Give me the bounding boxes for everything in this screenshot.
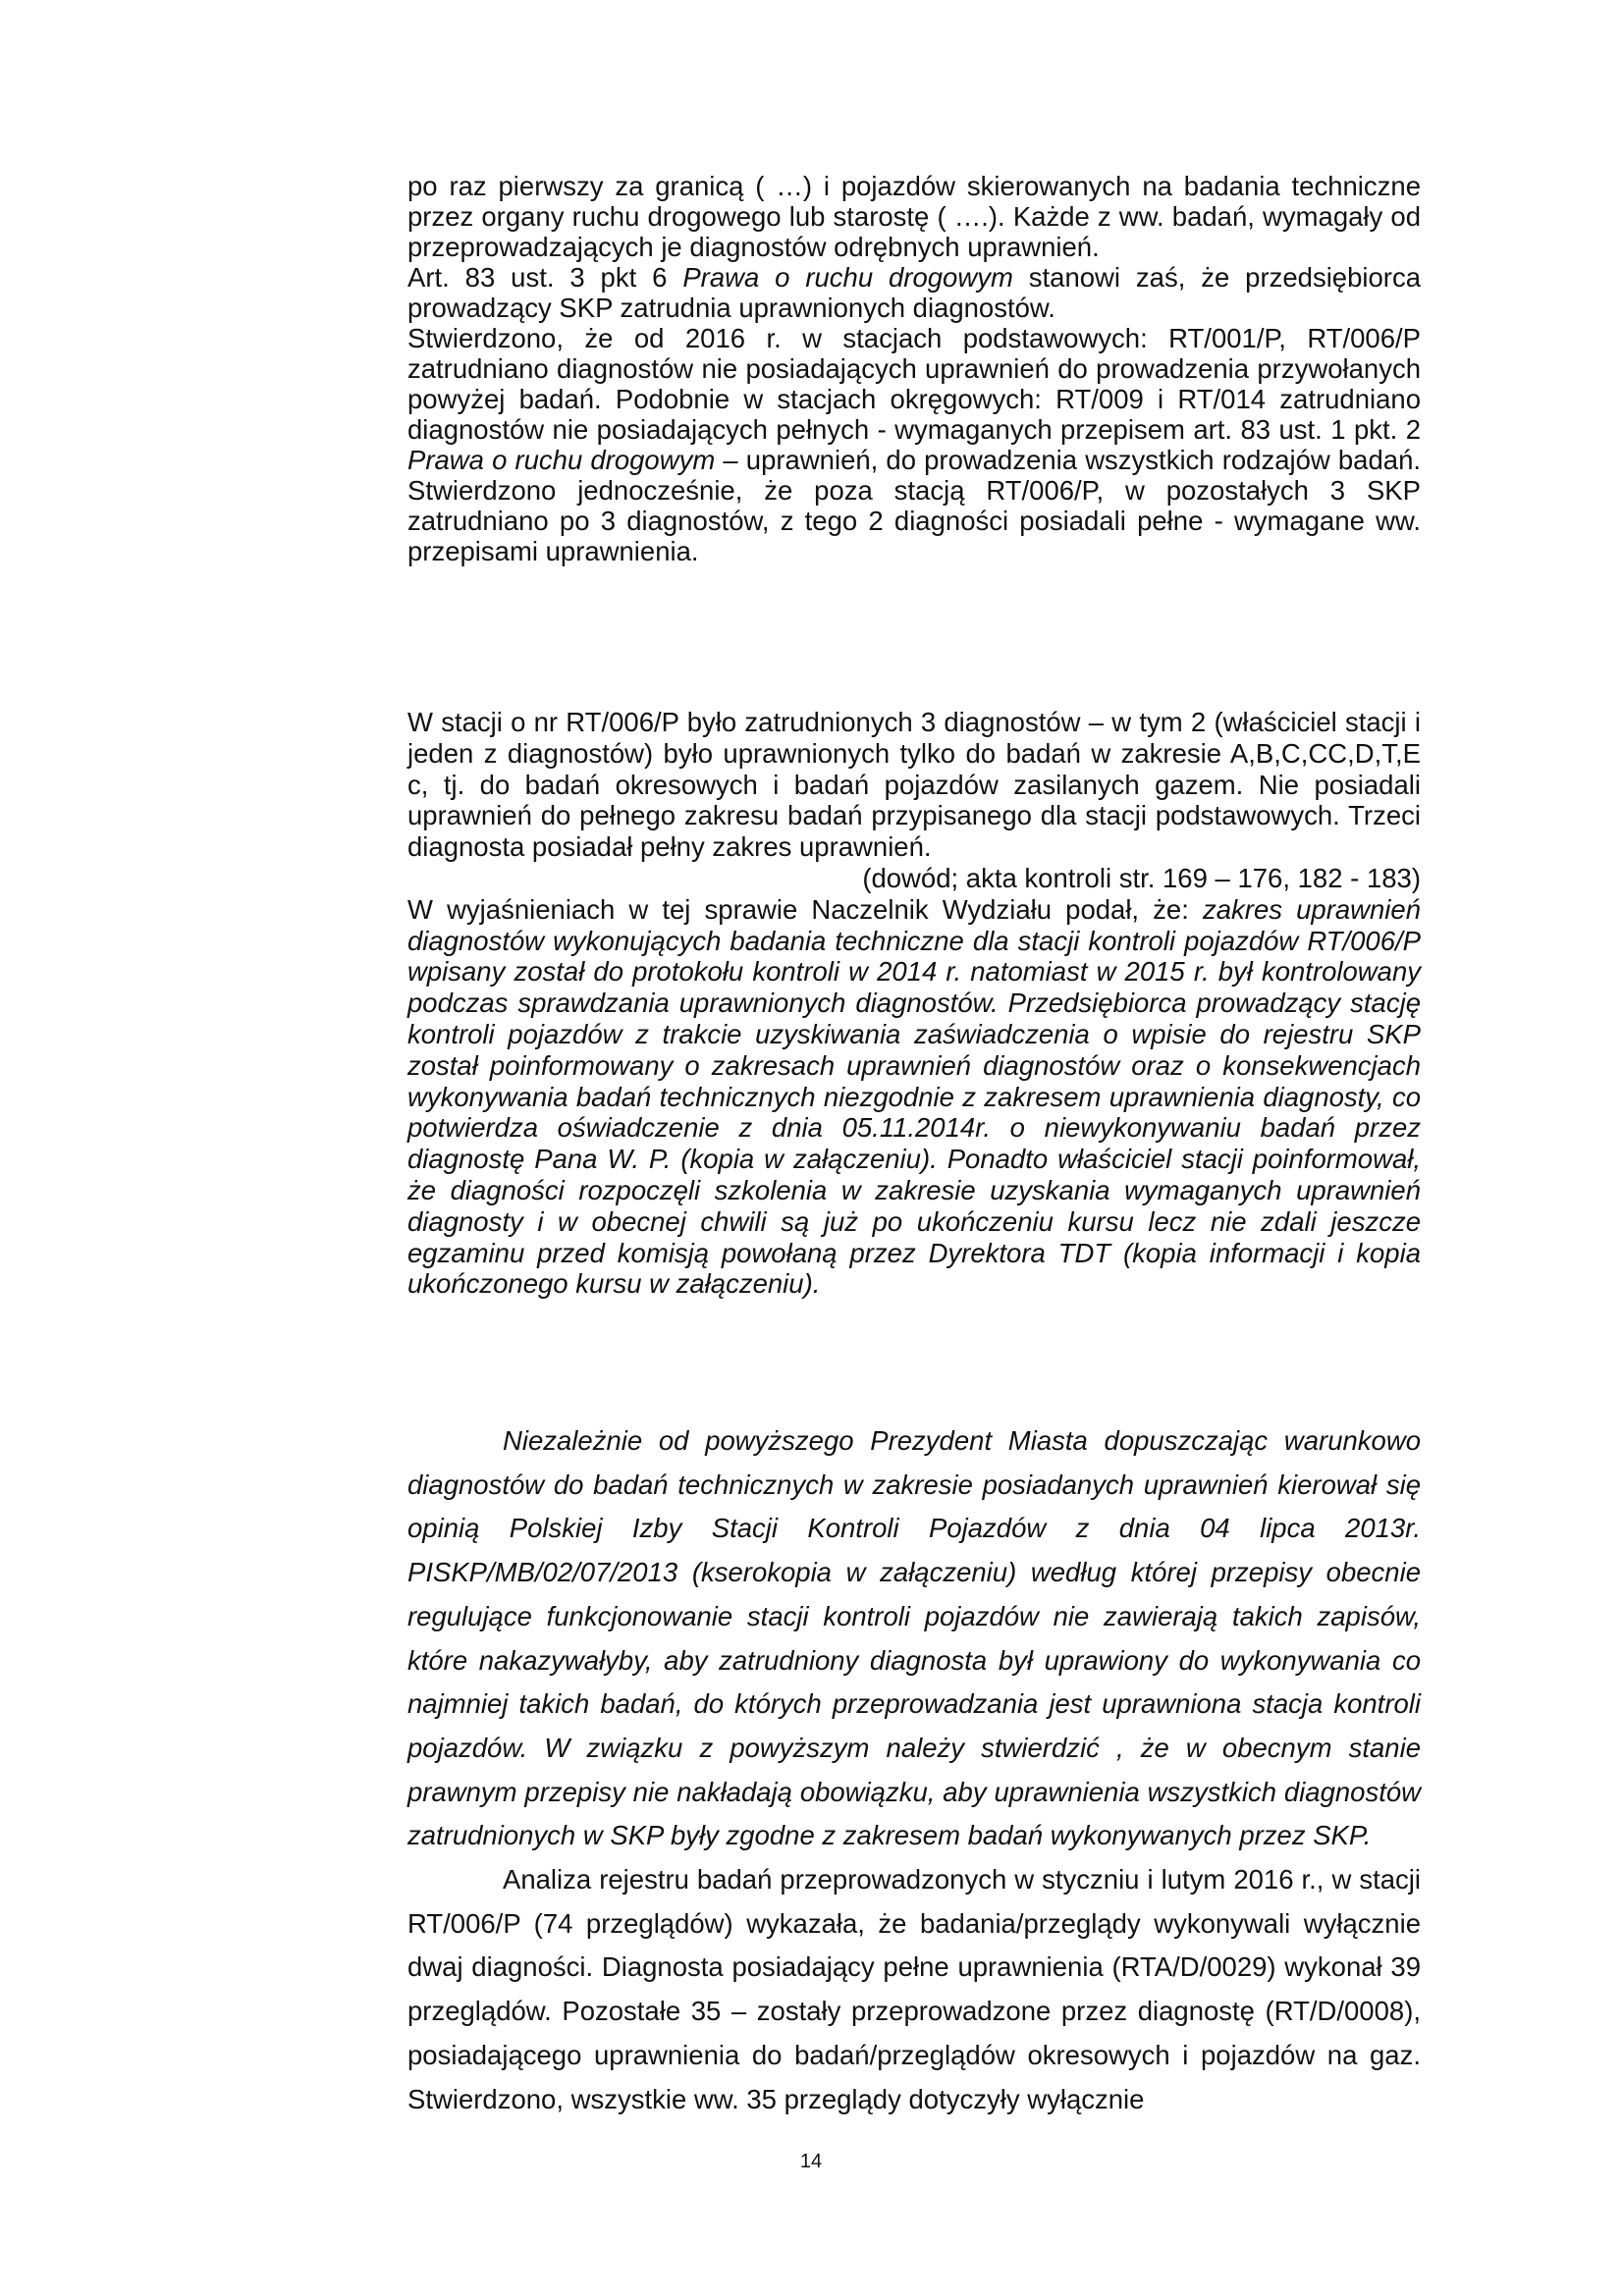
paragraph [407, 894, 1421, 1300]
paragraph [407, 262, 1421, 323]
italic-quote: zakres uprawnień diagnostów wykonujących badania techniczne dla stacji kontroli pojazdów RT/006/P wpisany został do protokołu kontroli w 2014 r. natomiast w 2015 r. był kontrolowany podczas sprawdzania uprawnionych diagnostów. Przedsiębiorca prowadzący stację kontroli pojazdów z trakcie uzyskiwania zaświadczenia o wpisie do rejestru SKP został poinformowany o zakresach uprawnień diagnostów oraz o konsekwencjach wykonywania badań technicznych niezgodnie z zakresem uprawnienia diagnosty, co potwierdza oświadczenie z dnia 05.11.2014r. o niewykonywaniu badań przez diagnostę Pana W. P. (kopia w załączeniu). Ponadto właściciel stacji poinformował, że diagności rozpoczęli szkolenia w zakresie uzyskania wymaganych uprawnień diagnosty i w obecnej chwili są już po ukończeniu kursu lecz nie zdali jeszcze egzaminu przed komisją powołaną przez Dyrektora TDT (kopia informacji i kopia ukończonego kursu w załączeniu). [407, 893, 1422, 1300]
paragraph-italic: Niezależnie od powyższego Prezydent Miasta dopuszczając warunkowo diagnostów do badań technicznych w zakresie posiadanych uprawnień kierował się opinią Polskiej Izby Stacji Kontroli Pojazdów z dnia 04 lipca 2013r. PISKP/MB/02/07/2013 (kserokopia w załączeniu) według której przepisy obecnie regulujące funkcjonowanie stacji kontroli pojazdów nie zawierają takich zapisów, które nakazywałyby, aby zatrudniony diagnosta był uprawiony do wykonywania co najmniej takich badań, do których przeprowadzania jest uprawniona stacja kontroli pojazdów. W związku z powyższym należy stwierdzić , że w obecnym stanie prawnym przepisy nie nakładają obowiązku, aby uprawnienia wszystkich diagnostów zatrudnionych w SKP były zgodne z zakresem badań wykonywanych przez SKP. [407, 1425, 1421, 1851]
evidence-reference: (dowód; akta kontroli str. 169 – 176, 182 - 183) [862, 862, 1421, 893]
paragraph [407, 171, 1421, 262]
text: Stwierdzono, że od 2016 r. w stacjach podstawowych: RT/001/P, RT/006/P zatrudniano diagnostów nie posiadających uprawnień do prowadzenia przywołanych powyżej badań. Podobnie w stacjach okręgowych: RT/009 i RT/014 zatrudniano diagnostów nie posiadających pełnych - wymaganych przepisem art. 83 ust. 1 pkt. 2 [407, 323, 1421, 445]
text: Art. 83 ust. 3 pkt 6 [407, 262, 683, 293]
paragraph: Analiza rejestru badań przeprowadzonych w styczniu i lutym 2016 r., w stacji RT/006/P (74 przeglądów) wykazała, że badania/przeglądy wykonywali wyłącznie dwaj diagności. Diagnosta posiadający pełne uprawnienia (RTA/D/0029) wykonał 39 przeglądów. Pozostałe 35 – zostały przeprowadzone przez diagnostę (RT/D/0008), posiadającego uprawnienia do badań/przeglądów okresowych i pojazdów na gaz. Stwierdzono, wszystkie ww. 35 przeglądy dotyczyły wyłącznie [407, 1864, 1421, 2114]
text: stanowi zaś, że przedsiębiorca prowadzący SKP zatrudnia uprawnionych diagnostów. [407, 262, 1421, 323]
italic-text: Prawa o ruchu drogowym [407, 445, 716, 475]
italic-text: Prawa o ruchu drogowym [682, 262, 1013, 293]
text: W wyjaśnieniach w tej sprawie Naczelnik Wydziału podał, że: [407, 893, 1203, 925]
text: – uprawnień, do prowadzenia wszystkich rodzajów badań. Stwierdzono jednocześnie, że poza stacją RT/006/P, w pozostałych 3 SKP zatrudniano po 3 diagnostów, z tego 2 diagności posiadali pełne - wymagane ww. przepisami uprawnienia. [407, 445, 1421, 566]
paragraph: W stacji o nr RT/006/P było zatrudnionych 3 diagnostów – w tym 2 (właściciel stacji i jeden z diagnostów) było uprawnionych tylko do badań w zakresie A,B,C,CC,D,T,E c, tj. do badań okresowych i badań pojazdów zasilanych gazem. Nie posiadali uprawnień do pełnego zakresu badań przypisanego dla stacji podstawowych. Trzeci diagnosta posiadał pełny zakres uprawnień. [407, 707, 1421, 863]
paragraph [407, 323, 1421, 566]
text-block-1 [407, 171, 1421, 566]
text-block-2 [407, 707, 1421, 1300]
text-block-3 [407, 1419, 1421, 2121]
text: po raz pierwszy za granicą ( …) i pojazdów skierowanych na badania techniczne przez organy ruchu drogowego lub starostę ( ….). Każde z ww. badań, wymagały od przeprowadzających je diagnostów odrębnych uprawnień. [407, 171, 1421, 262]
page-number: 14 [799, 2151, 823, 2172]
